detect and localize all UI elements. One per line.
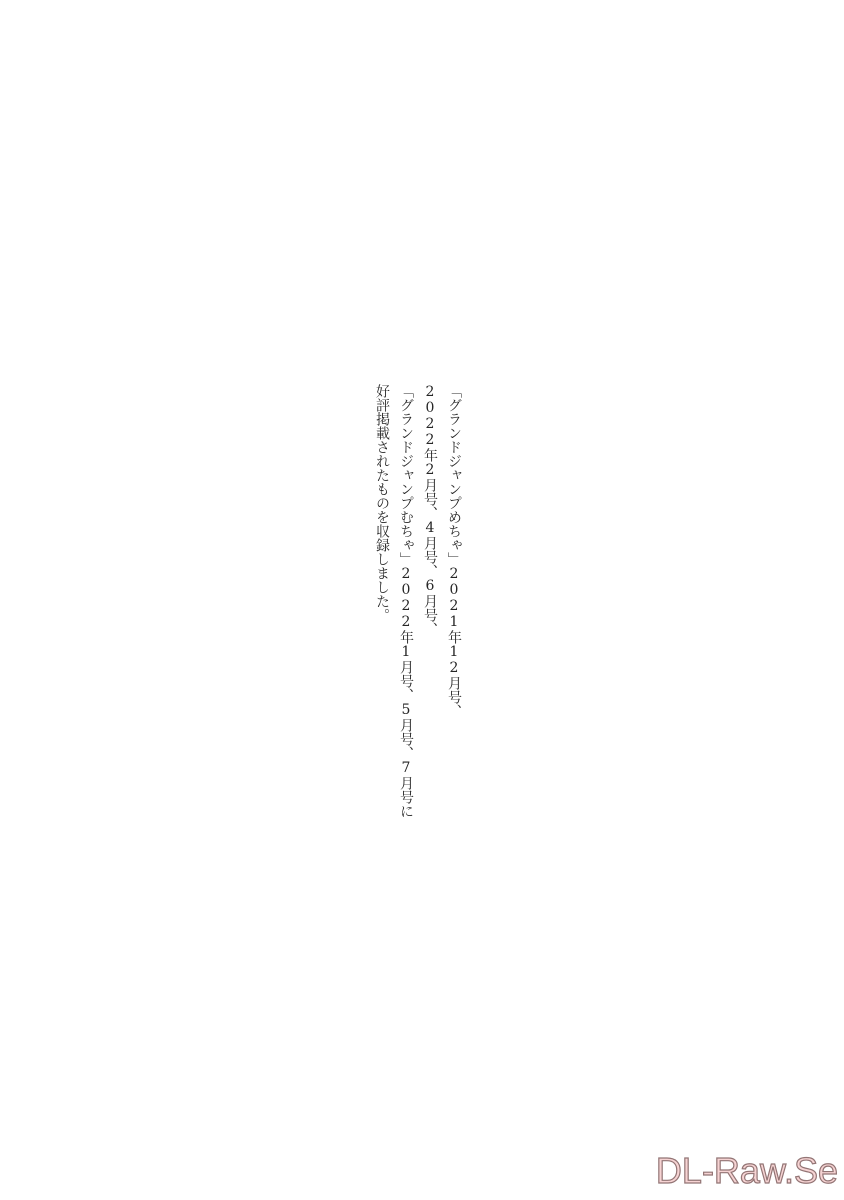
colophon-line-1: 「グランドジャンプめちゃ」2021年12月号、 — [446, 384, 462, 718]
colophon-text — [370, 384, 466, 829]
colophon-line-3: 「グランドジャンプむちゃ」2022年1月号、5月号、7月号に — [398, 384, 414, 818]
site-watermark: DL-Raw.Se — [655, 1150, 838, 1191]
colophon-line-2: 2022年2月号、4月号、6月号、 — [422, 384, 438, 636]
colophon-line-4: 好評掲載されたものを収録しました。 — [374, 384, 390, 622]
